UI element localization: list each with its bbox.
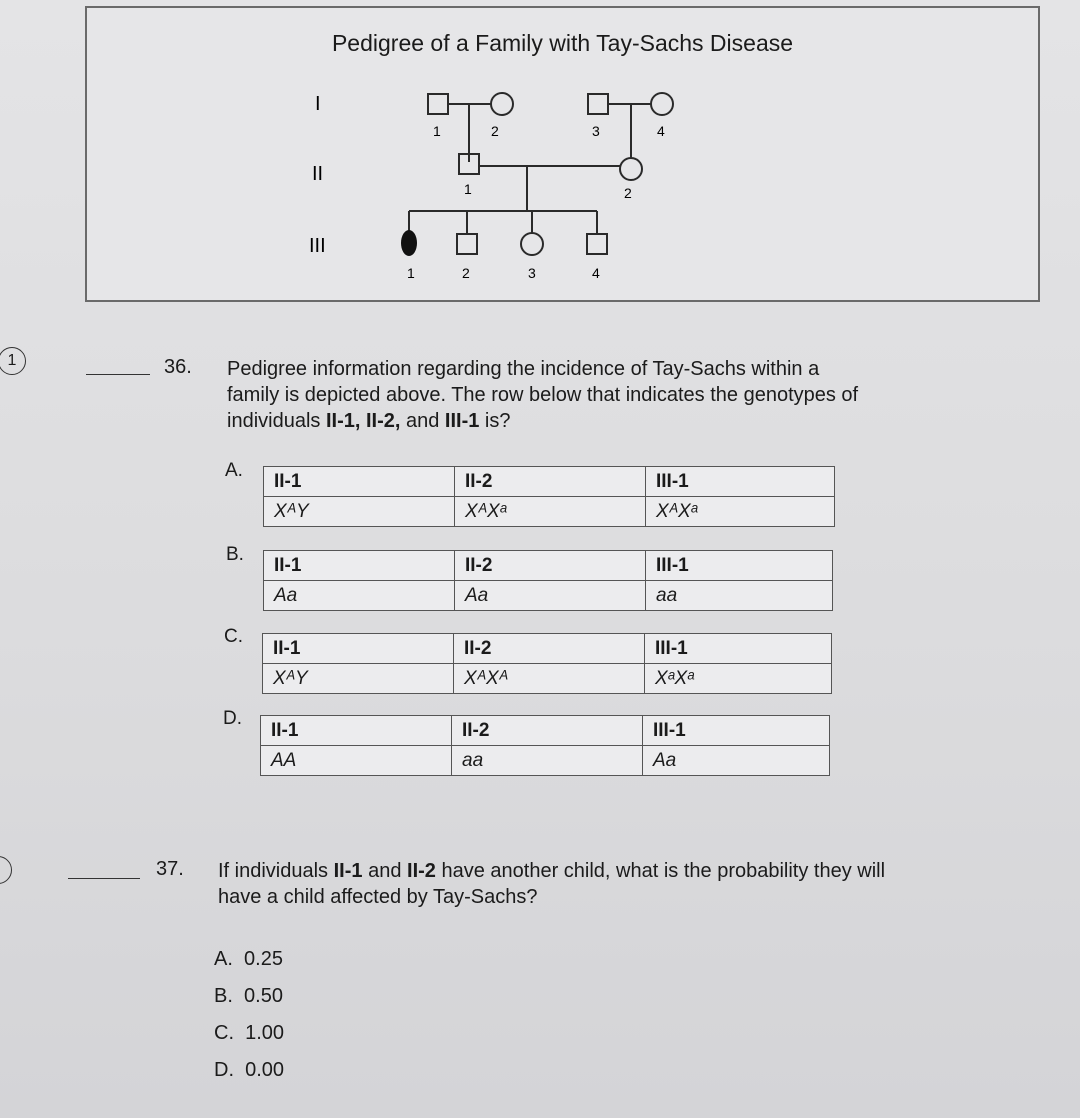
answer-blank-36[interactable]: [86, 374, 150, 375]
question-37-text: [218, 858, 1008, 910]
gen2-num-2: 2: [624, 185, 632, 201]
option-c-header-1: II-1: [263, 634, 454, 664]
gen1-num-1: 1: [433, 123, 441, 139]
option-d-value-2: aa: [452, 746, 643, 776]
gen3-num-2: 2: [462, 265, 470, 281]
option-a-value-3: XᴬXᵃ: [646, 497, 835, 527]
question-marker-circle-partial: [0, 856, 12, 884]
option-d-table[interactable]: [260, 715, 830, 776]
option-b-table[interactable]: [263, 550, 833, 611]
option-c-value-3: XᵃXᵃ: [645, 664, 832, 694]
question-37-line-1: If individuals II-1 and II-2 have another child, what is the probability they will: [218, 860, 886, 882]
answer-blank-37[interactable]: [68, 878, 140, 879]
option-a-table[interactable]: [263, 466, 835, 527]
option-b-letter: B.: [226, 544, 244, 565]
option-c-letter: C.: [224, 626, 243, 647]
option-d-header-2: II-2: [452, 716, 643, 746]
gen1-male-3: [588, 94, 608, 114]
gen3-affected-female-1: [401, 230, 417, 256]
question-36-line-1: Pedigree information regarding the incidence of Tay-Sachs within a: [227, 358, 820, 380]
option-d-value-3: Aa: [643, 746, 830, 776]
gen3-num-1: 1: [407, 265, 415, 281]
option-c-value-2: XᴬXᴬ: [454, 664, 645, 694]
question-37-number: 37.: [156, 858, 184, 880]
option-d-header-3: III-1: [643, 716, 830, 746]
answer-choice-c[interactable]: C. 1.00: [214, 1022, 285, 1044]
gen3-male-4: [587, 234, 607, 254]
option-c-value-1: XᴬY: [263, 664, 454, 694]
gen-label-III: III: [309, 235, 326, 257]
gen1-num-4: 4: [657, 123, 665, 139]
option-b-header-3: III-1: [646, 551, 833, 581]
option-c-table[interactable]: [262, 633, 832, 694]
option-d-header-1: II-1: [261, 716, 452, 746]
option-a-header-2: II-2: [455, 467, 646, 497]
gen1-female-2: [491, 93, 513, 115]
option-b-value-3: aa: [646, 581, 833, 611]
option-d-letter: D.: [223, 708, 242, 729]
answer-choice-b[interactable]: B. 0.50: [214, 985, 283, 1007]
gen2-num-1: 1: [464, 181, 472, 197]
option-a-header-1: II-1: [264, 467, 455, 497]
gen3-num-4: 4: [592, 265, 600, 281]
option-a-value-1: XᴬY: [264, 497, 455, 527]
question-36-line-3: individuals II-1, II-2, and III-1 is?: [227, 410, 511, 432]
gen3-female-3: [521, 233, 543, 255]
gen3-male-2: [457, 234, 477, 254]
option-a-value-2: XᴬXᵃ: [455, 497, 646, 527]
option-b-value-2: Aa: [455, 581, 646, 611]
option-b-value-1: Aa: [264, 581, 455, 611]
question-36-number: 36.: [164, 356, 192, 378]
gen2-female-2: [620, 158, 642, 180]
pedigree-title: Pedigree of a Family with Tay-Sachs Disease: [331, 30, 794, 56]
gen-label-II: II: [312, 163, 324, 185]
option-c-header-3: III-1: [645, 634, 832, 664]
option-d-value-1: AA: [261, 746, 452, 776]
gen3-num-3: 3: [528, 265, 536, 281]
question-36-text: [227, 356, 987, 434]
question-36-line-2: family is depicted above. The row below that indicates the genotypes of: [227, 384, 859, 406]
question-marker-circle: 1: [0, 347, 26, 375]
option-a-letter: A.: [225, 460, 243, 481]
gen1-num-2: 2: [491, 123, 499, 139]
pedigree-chart: [87, 8, 1038, 300]
option-c-header-2: II-2: [454, 634, 645, 664]
gen1-male-1: [428, 94, 448, 114]
option-b-header-1: II-1: [264, 551, 455, 581]
question-37-line-2: have a child affected by Tay-Sachs?: [218, 886, 538, 908]
answer-choice-d[interactable]: D. 0.00: [214, 1059, 285, 1081]
gen-label-I: I: [315, 93, 321, 115]
option-b-header-2: II-2: [455, 551, 646, 581]
option-a-header-3: III-1: [646, 467, 835, 497]
pedigree-figure: [85, 6, 1040, 302]
answer-choice-a[interactable]: A. 0.25: [214, 948, 283, 970]
gen1-female-4: [651, 93, 673, 115]
gen1-num-3: 3: [592, 123, 600, 139]
